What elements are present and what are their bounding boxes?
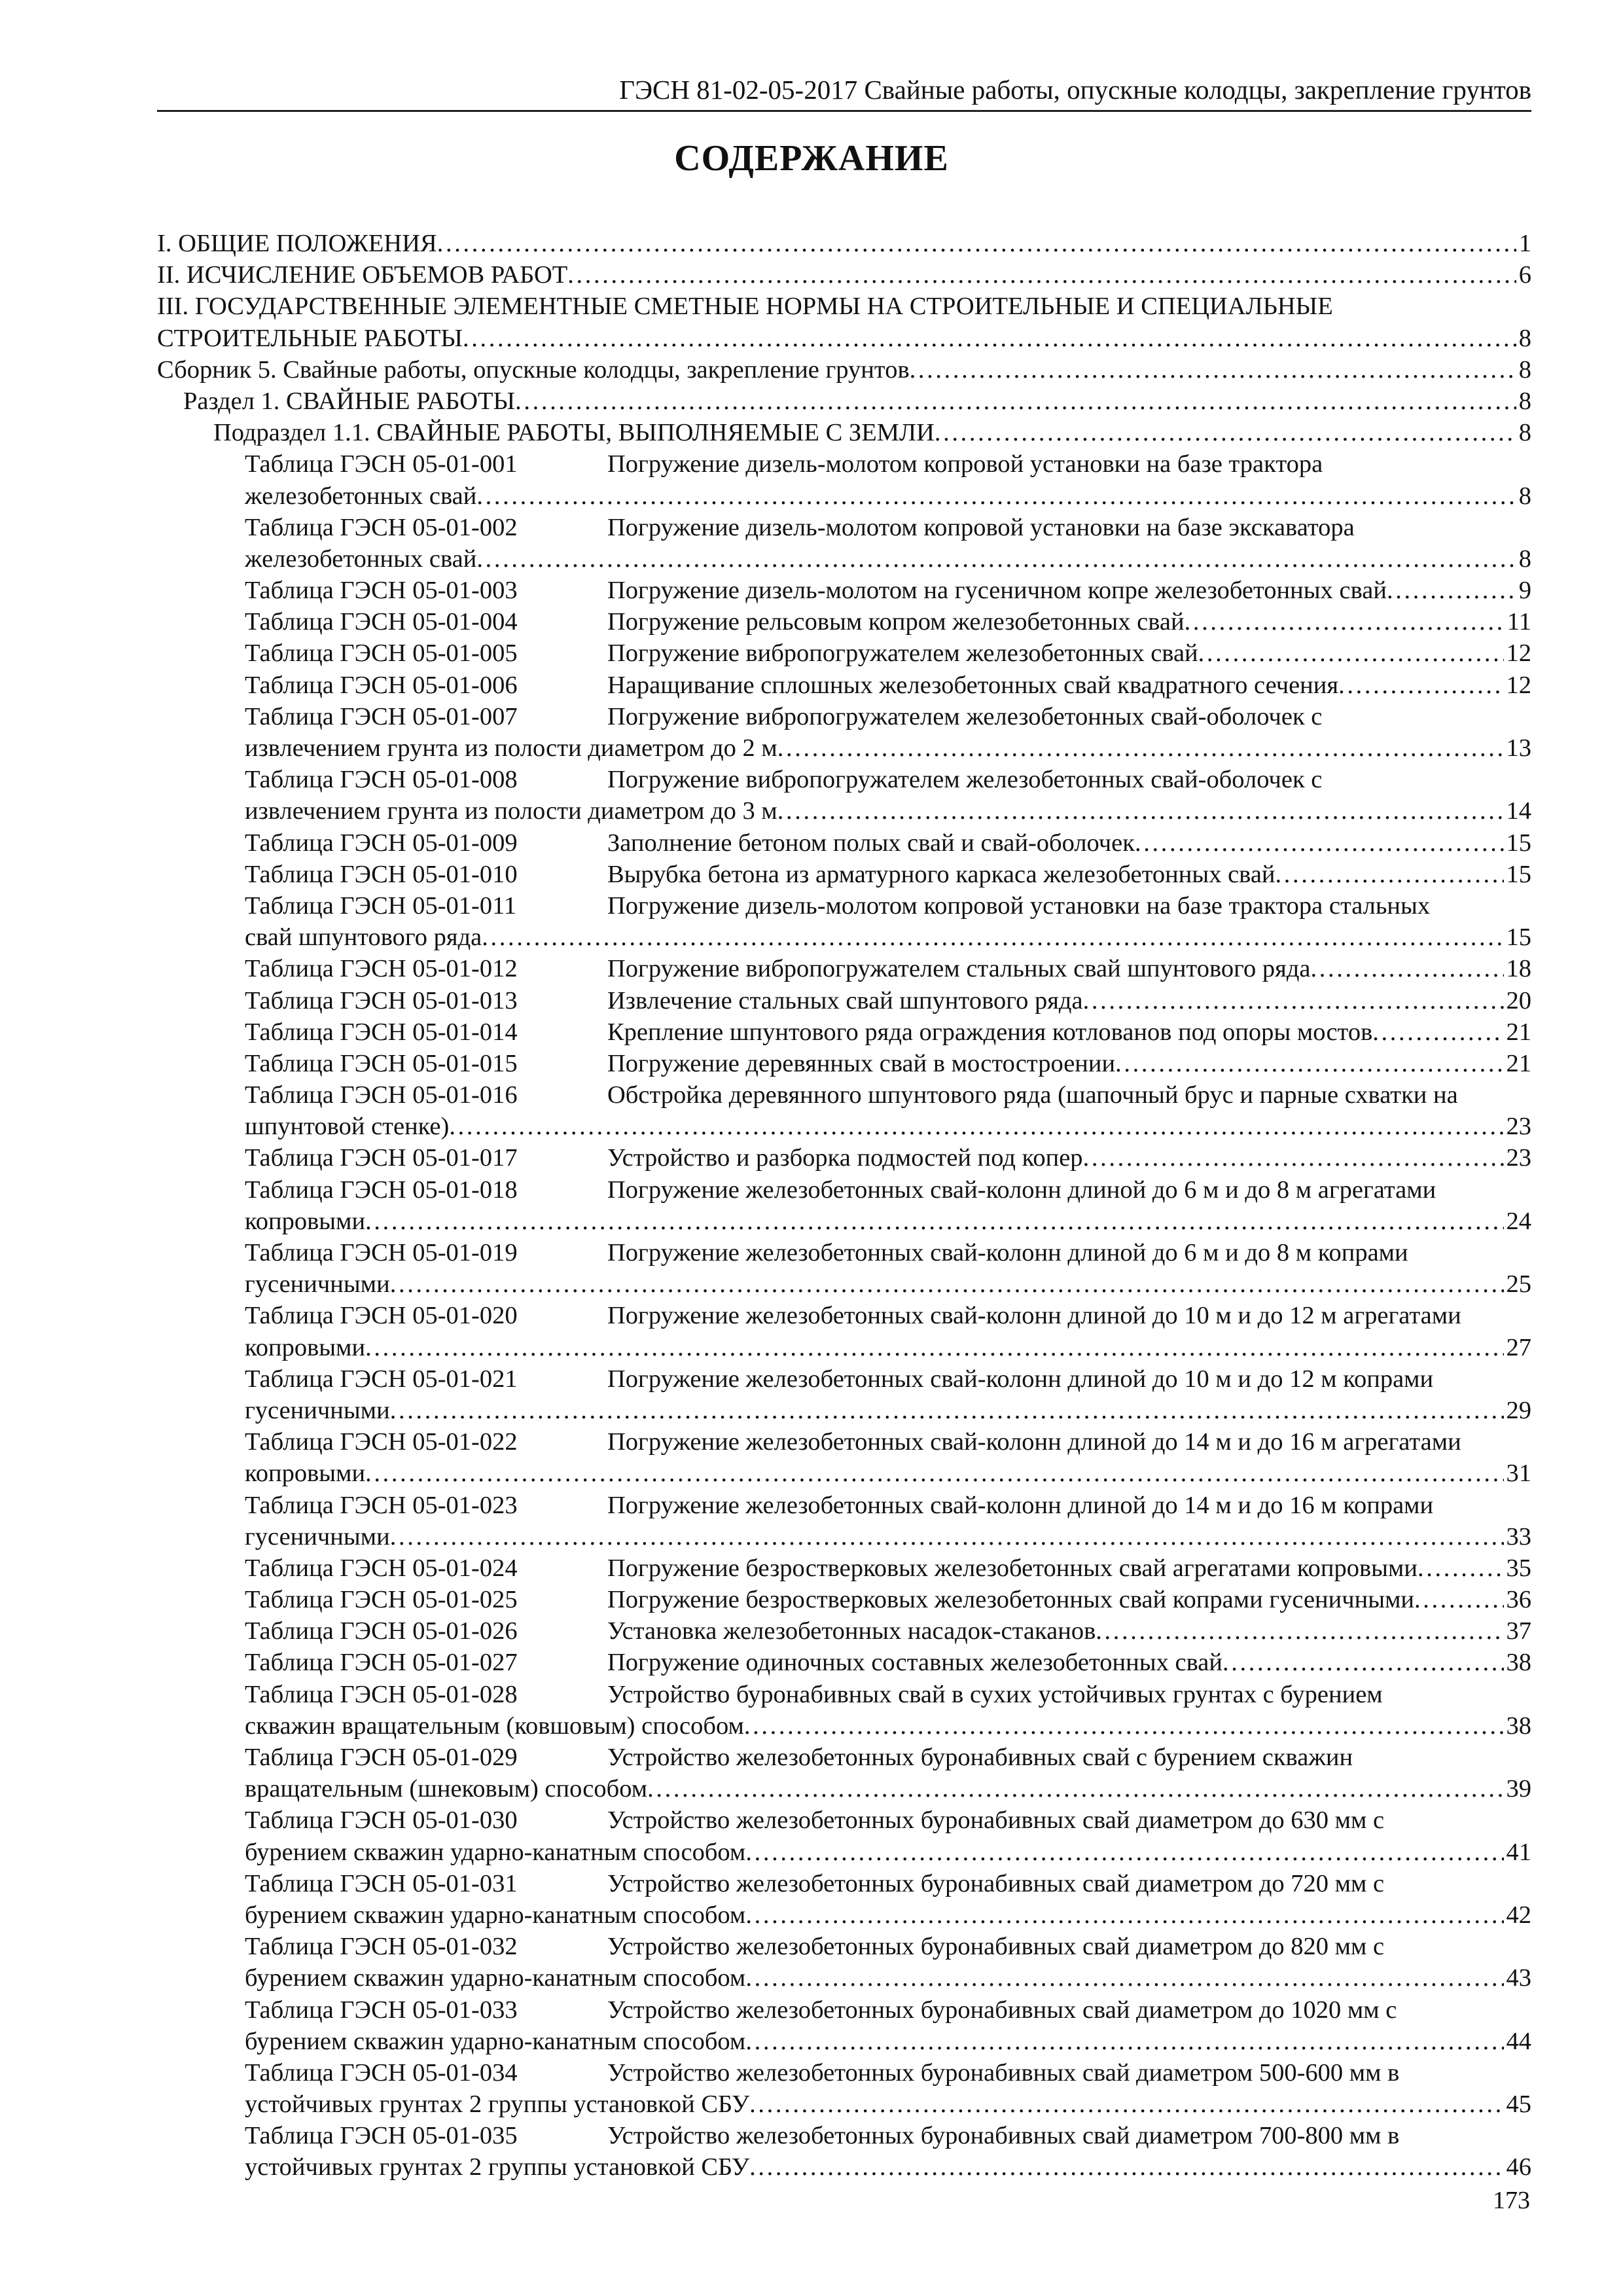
toc-page-number: 27 bbox=[1506, 1333, 1531, 1361]
toc-page-number: 13 bbox=[1506, 734, 1531, 762]
toc-table-code: Таблица ГЭСН 05-01-022 bbox=[245, 1428, 518, 1456]
toc-table-entry[interactable] bbox=[0, 1079, 1623, 1111]
toc-page-number: 14 bbox=[1506, 797, 1531, 825]
toc-entry-text: железобетонных свай bbox=[245, 545, 477, 573]
toc-table-entry[interactable] bbox=[0, 448, 1623, 480]
toc-table-code: Таблица ГЭСН 05-01-003 bbox=[245, 577, 518, 605]
toc-page-number: 42 bbox=[1506, 1901, 1531, 1929]
toc-page-number: 8 bbox=[1518, 545, 1531, 573]
toc-table-code: Таблица ГЭСН 05-01-024 bbox=[245, 1554, 518, 1582]
toc-page-number: 12 bbox=[1506, 639, 1531, 668]
toc-table-code: Таблица ГЭСН 05-01-017 bbox=[245, 1144, 518, 1172]
toc-entry-text: Обстройка деревянного шпунтового ряда (шапочный брус и парные схватки на bbox=[607, 1081, 1458, 1109]
dot-leader bbox=[1275, 859, 1504, 890]
dot-leader bbox=[745, 1899, 1503, 1931]
dot-leader bbox=[1414, 1584, 1503, 1615]
toc-table-entry[interactable] bbox=[0, 1174, 1623, 1206]
toc-table-entry[interactable] bbox=[0, 985, 1623, 1016]
toc-entry-text: Погружение вибропогружателем железобетонных свай-оболочек с bbox=[607, 702, 1323, 730]
toc-entry-text: бурением скважин ударно-канатным способом bbox=[245, 2027, 746, 2055]
toc-table-code: Таблица ГЭСН 05-01-018 bbox=[245, 1175, 518, 1204]
toc-table-code: Таблица ГЭСН 05-01-030 bbox=[245, 1806, 518, 1835]
toc-table-entry[interactable] bbox=[0, 637, 1623, 669]
toc-entry-text: Раздел 1. СВАЙНЫЕ РАБОТЫ bbox=[183, 387, 516, 415]
toc-table-code: Таблица ГЭСН 05-01-029 bbox=[245, 1744, 518, 1771]
toc-page-number: 9 bbox=[1518, 577, 1531, 605]
toc-table-code: Таблица ГЭСН 05-01-023 bbox=[245, 1491, 518, 1519]
toc-table-entry[interactable] bbox=[0, 1994, 1623, 2026]
dot-leader bbox=[745, 1962, 1503, 1994]
toc-entry-text: Погружение дизель-молотом на гусеничном копре железобетонных свай bbox=[607, 577, 1387, 605]
toc-entry-text: Погружение дизель-молотом копровой установки на базе трактора bbox=[607, 450, 1323, 478]
toc-entry-text: копровыми bbox=[245, 1460, 366, 1488]
toc-page-number: 1 bbox=[1518, 230, 1531, 257]
toc-table-code: Таблица ГЭСН 05-01-010 bbox=[245, 860, 518, 888]
toc-entry-text: Наращивание сплошных железобетонных свай квадратного сечения bbox=[607, 671, 1339, 699]
dot-leader bbox=[1083, 1142, 1504, 1174]
toc-entry-text: Извлечение стальных свай шпунтового ряда bbox=[607, 986, 1083, 1014]
toc-entry-text: СТРОИТЕЛЬНЫЕ РАБОТЫ bbox=[157, 324, 463, 352]
running-header: ГЭСН 81-02-05-2017 Свайные работы, опускные колодцы, закрепление грунтов bbox=[157, 73, 1531, 112]
dot-leader bbox=[749, 2089, 1503, 2120]
toc-entry-text: Заполнение бетоном полых свай и свай-оболочек bbox=[607, 829, 1135, 857]
toc-page-number: 6 bbox=[1518, 261, 1531, 289]
toc-table-entry[interactable] bbox=[0, 1552, 1623, 1584]
dot-leader bbox=[476, 480, 1516, 512]
toc-entry-text: бурением скважин ударно-канатным способом bbox=[245, 1901, 746, 1929]
toc-entry-text: Погружение вибропогружателем железобетонных свай bbox=[607, 639, 1198, 668]
dot-leader bbox=[745, 1837, 1503, 1868]
toc-table-code: Таблица ГЭСН 05-01-020 bbox=[245, 1302, 518, 1330]
toc-page-number: 46 bbox=[1506, 2153, 1531, 2181]
toc-entry-continuation[interactable] bbox=[0, 1332, 1623, 1363]
toc-entry-continuation[interactable] bbox=[0, 2151, 1623, 2183]
toc-entry-continuation[interactable] bbox=[0, 1395, 1623, 1426]
toc-entry-continuation[interactable] bbox=[0, 795, 1623, 827]
toc-page-number: 8 bbox=[1518, 419, 1531, 447]
dot-leader bbox=[1372, 1016, 1503, 1048]
toc-page-number: 39 bbox=[1506, 1775, 1531, 1803]
toc-entry-text: Погружение деревянных свай в мостостроении bbox=[607, 1049, 1116, 1077]
toc-entry-text: Устройство железобетонных буронабивных свай с бурением скважин bbox=[607, 1744, 1353, 1771]
toc-entry-text: копровыми bbox=[245, 1333, 366, 1361]
toc-entry-text: Устройство железобетонных буронабивных свай диаметром до 1020 мм с bbox=[607, 1996, 1397, 2024]
dot-leader bbox=[777, 732, 1504, 764]
toc-table-entry[interactable] bbox=[0, 1679, 1623, 1710]
toc-entry-text: II. ИСЧИСЛЕНИЕ ОБЪЕМОВ РАБОТ bbox=[157, 261, 568, 289]
dot-leader bbox=[647, 1773, 1503, 1804]
toc-table-entry[interactable] bbox=[0, 1048, 1623, 1079]
toc-table-entry[interactable] bbox=[0, 2057, 1623, 2089]
toc-table-code: Таблица ГЭСН 05-01-005 bbox=[245, 639, 518, 668]
toc-entry-text: устойчивых грунтах 2 группы установкой СБУ bbox=[245, 2090, 750, 2119]
dot-leader bbox=[390, 1268, 1504, 1300]
dot-leader bbox=[437, 228, 1516, 259]
toc-table-entry[interactable] bbox=[0, 1016, 1623, 1048]
toc-entry-continuation[interactable] bbox=[0, 1111, 1623, 1142]
toc-entry-text: I. ОБЩИЕ ПОЛОЖЕНИЯ bbox=[157, 230, 437, 257]
toc-entry-text: Погружение железобетонных свай-колонн длиной до 10 м и до 12 м агрегатами bbox=[607, 1302, 1461, 1330]
dot-leader bbox=[1083, 985, 1504, 1016]
toc-entry-text: Погружение одиночных составных железобетонных свай bbox=[607, 1649, 1222, 1677]
toc-entry-text: Погружение вибропогружателем стальных свай шпунтового ряда bbox=[607, 955, 1311, 983]
toc-table-entry[interactable] bbox=[0, 1584, 1623, 1615]
dot-leader bbox=[390, 1521, 1504, 1552]
toc-table-code: Таблица ГЭСН 05-01-031 bbox=[245, 1869, 518, 1897]
toc-entry-text: устойчивых грунтах 2 группы установкой СБУ bbox=[245, 2153, 750, 2181]
toc-entry[interactable] bbox=[0, 386, 1623, 417]
toc-table-entry[interactable] bbox=[0, 1363, 1623, 1395]
toc-entry-text: Погружение вибропогружателем железобетонных свай-оболочек с bbox=[607, 766, 1323, 794]
toc-entry-text: свай шпунтового ряда bbox=[245, 924, 482, 952]
toc-page-number: 25 bbox=[1506, 1270, 1531, 1299]
toc-entry-text: Устройство и разборка подмостей под копер bbox=[607, 1144, 1083, 1172]
toc-table-entry[interactable] bbox=[0, 1742, 1623, 1773]
toc-page-number: 21 bbox=[1506, 1018, 1531, 1046]
dot-leader bbox=[1185, 606, 1505, 637]
toc-table-entry[interactable] bbox=[0, 606, 1623, 637]
toc-table-entry[interactable] bbox=[0, 890, 1623, 922]
toc-page-number: 20 bbox=[1506, 986, 1531, 1014]
toc-page-number: 36 bbox=[1506, 1586, 1531, 1614]
toc-page-number: 44 bbox=[1506, 2027, 1531, 2055]
toc-entry-text: Сборник 5. Свайные работы, опускные колодцы, закрепление грунтов bbox=[157, 355, 910, 384]
toc-page-number: 8 bbox=[1518, 387, 1531, 415]
toc-entry-text: гусеничными bbox=[245, 1270, 390, 1299]
toc-entry-text: Устройство железобетонных буронабивных свай диаметром 700-800 мм в bbox=[607, 2122, 1400, 2150]
toc-table-code: Таблица ГЭСН 05-01-013 bbox=[245, 986, 518, 1014]
toc-entry-continuation[interactable] bbox=[0, 1268, 1623, 1300]
toc-entry[interactable] bbox=[0, 354, 1623, 386]
toc-entry-continuation[interactable] bbox=[0, 480, 1623, 512]
dot-leader bbox=[476, 543, 1516, 575]
dot-leader bbox=[935, 417, 1516, 448]
dot-leader bbox=[1198, 637, 1504, 669]
toc-page-number: 33 bbox=[1506, 1522, 1531, 1551]
toc-table-code: Таблица ГЭСН 05-01-006 bbox=[245, 671, 518, 699]
toc-entry-text: Погружение безростверковых железобетонных свай агрегатами копровыми bbox=[607, 1554, 1418, 1582]
toc-table-code: Таблица ГЭСН 05-01-015 bbox=[245, 1049, 518, 1077]
toc-table-entry[interactable] bbox=[0, 764, 1623, 795]
dot-leader bbox=[1418, 1552, 1504, 1584]
toc-table-code: Таблица ГЭСН 05-01-012 bbox=[245, 955, 518, 983]
toc-table-code: Таблица ГЭСН 05-01-033 bbox=[245, 1996, 518, 2024]
dot-leader bbox=[1338, 670, 1503, 701]
toc-entry[interactable] bbox=[0, 259, 1623, 291]
toc-table-entry[interactable] bbox=[0, 1300, 1623, 1331]
toc-entry-continuation[interactable] bbox=[0, 922, 1623, 953]
toc-table-entry[interactable] bbox=[0, 1804, 1623, 1836]
toc-entry-continuation[interactable] bbox=[0, 1710, 1623, 1742]
toc-page-number: 29 bbox=[1506, 1396, 1531, 1424]
toc-entry[interactable] bbox=[0, 228, 1623, 259]
toc-table-entry[interactable] bbox=[0, 859, 1623, 890]
toc-table-entry[interactable] bbox=[0, 1868, 1623, 1899]
toc-page-number: 38 bbox=[1506, 1712, 1531, 1740]
toc-table-code: Таблица ГЭСН 05-01-027 bbox=[245, 1649, 518, 1677]
toc-entry-text: Погружение рельсовым копром железобетонных свай bbox=[607, 608, 1185, 636]
dot-leader bbox=[365, 1332, 1503, 1363]
toc-entry-text: Устройство железобетонных буронабивных свай диаметром 500-600 мм в bbox=[607, 2058, 1400, 2087]
toc-entry-text: Вырубка бетона из арматурного каркаса железобетонных свай bbox=[607, 860, 1275, 888]
toc-table-code: Таблица ГЭСН 05-01-008 bbox=[245, 766, 518, 794]
toc-entry[interactable] bbox=[0, 291, 1623, 322]
dot-leader bbox=[1387, 575, 1516, 606]
toc-table-code: Таблица ГЭСН 05-01-011 bbox=[245, 891, 517, 920]
toc-entry-text: железобетонных свай bbox=[245, 482, 477, 510]
toc-entry-text: шпунтовой стенке) bbox=[245, 1113, 450, 1141]
toc-table-code: Таблица ГЭСН 05-01-009 bbox=[245, 829, 518, 857]
dot-leader bbox=[745, 2026, 1503, 2057]
toc-table-entry[interactable] bbox=[0, 1615, 1623, 1647]
toc-entry-text: Устройство железобетонных буронабивных свай диаметром до 630 мм с bbox=[607, 1806, 1385, 1835]
toc-entry-text: Подраздел 1.1. СВАЙНЫЕ РАБОТЫ, ВЫПОЛНЯЕМЫЕ С ЗЕМЛИ bbox=[213, 419, 935, 447]
toc-page-number: 24 bbox=[1506, 1207, 1531, 1235]
toc-table-entry[interactable] bbox=[0, 1490, 1623, 1521]
toc-table-code: Таблица ГЭСН 05-01-032 bbox=[245, 1933, 518, 1961]
toc-entry-text: Погружение железобетонных свай-колонн длиной до 6 м и до 8 м агрегатами bbox=[607, 1175, 1436, 1204]
toc-entry-text: Погружение железобетонных свай-колонн длиной до 10 м и до 12 м копрами bbox=[607, 1365, 1434, 1393]
toc-table-entry[interactable] bbox=[0, 670, 1623, 701]
toc-entry-text: Устройство железобетонных буронабивных свай диаметром до 720 мм с bbox=[607, 1869, 1385, 1897]
toc-table-code: Таблица ГЭСН 05-01-002 bbox=[245, 513, 518, 541]
page-title: СОДЕРЖАНИЕ bbox=[674, 138, 949, 179]
toc-page-number: 23 bbox=[1506, 1144, 1531, 1172]
toc-table-entry[interactable] bbox=[0, 1931, 1623, 1962]
toc-page-number: 12 bbox=[1506, 671, 1531, 699]
toc-page-number: 23 bbox=[1506, 1113, 1531, 1141]
toc-page-number: 8 bbox=[1518, 324, 1531, 352]
toc-entry-continuation[interactable] bbox=[0, 2026, 1623, 2057]
dot-leader bbox=[1311, 953, 1504, 984]
toc-entry-text: копровыми bbox=[245, 1207, 366, 1235]
toc-entry-continuation[interactable] bbox=[0, 732, 1623, 764]
toc-table-code: Таблица ГЭСН 05-01-021 bbox=[245, 1365, 518, 1393]
toc-table-code: Таблица ГЭСН 05-01-016 bbox=[245, 1081, 518, 1109]
toc-entry-text: Устройство буронабивных свай в сухих устойчивых грунтах с бурением bbox=[607, 1680, 1383, 1708]
toc-entry-continuation[interactable] bbox=[0, 1773, 1623, 1804]
toc-entry-text: Погружение дизель-молотом копровой установки на базе трактора стальных bbox=[607, 891, 1431, 920]
table-of-contents bbox=[0, 228, 1623, 2183]
toc-page-number: 35 bbox=[1506, 1554, 1531, 1582]
toc-entry-text: Погружение безростверковых железобетонных свай копрами гусеничными bbox=[607, 1586, 1415, 1614]
toc-page-number: 45 bbox=[1506, 2090, 1531, 2119]
toc-entry-text: Устройство железобетонных буронабивных свай диаметром до 820 мм с bbox=[607, 1933, 1385, 1961]
toc-entry-text: скважин вращательным (ковшовым) способом bbox=[245, 1712, 744, 1740]
toc-table-entry[interactable] bbox=[0, 701, 1623, 732]
toc-table-code: Таблица ГЭСН 05-01-007 bbox=[245, 702, 518, 730]
dot-leader bbox=[749, 2151, 1503, 2183]
toc-entry-continuation[interactable] bbox=[0, 1206, 1623, 1237]
dot-leader bbox=[1115, 1048, 1503, 1079]
toc-page-number: 15 bbox=[1506, 829, 1531, 857]
toc-entry-text: бурением скважин ударно-канатным способом bbox=[245, 1838, 746, 1866]
toc-table-code: Таблица ГЭСН 05-01-026 bbox=[245, 1617, 518, 1645]
toc-page-number: 41 bbox=[1506, 1838, 1531, 1866]
dot-leader bbox=[463, 323, 1516, 354]
toc-page-number: 43 bbox=[1506, 1964, 1531, 1992]
toc-page-number: 8 bbox=[1518, 355, 1531, 384]
toc-table-entry[interactable] bbox=[0, 512, 1623, 543]
dot-leader bbox=[482, 922, 1503, 953]
dot-leader bbox=[390, 1395, 1504, 1426]
toc-page-number: 15 bbox=[1506, 924, 1531, 952]
toc-table-entry[interactable] bbox=[0, 827, 1623, 859]
toc-entry-continuation[interactable] bbox=[0, 2089, 1623, 2120]
toc-page-number: 37 bbox=[1506, 1617, 1531, 1645]
dot-leader bbox=[365, 1458, 1503, 1489]
toc-table-entry[interactable] bbox=[0, 575, 1623, 606]
toc-entry-text: III. ГОСУДАРСТВЕННЫЕ ЭЛЕМЕНТНЫЕ СМЕТНЫЕ НОРМЫ НА СТРОИТЕЛЬНЫЕ И СПЕЦИАЛЬНЫЕ bbox=[157, 293, 1333, 321]
toc-page-number: 15 bbox=[1506, 860, 1531, 888]
toc-entry[interactable] bbox=[0, 417, 1623, 448]
dot-leader bbox=[1222, 1647, 1504, 1678]
dot-leader bbox=[365, 1206, 1503, 1237]
toc-entry-text: гусеничными bbox=[245, 1396, 390, 1424]
toc-page-number: 8 bbox=[1518, 482, 1531, 510]
toc-entry-continuation[interactable] bbox=[0, 1837, 1623, 1868]
toc-table-entry[interactable] bbox=[0, 1142, 1623, 1174]
dot-leader bbox=[567, 259, 1516, 291]
toc-entry-continuation[interactable] bbox=[0, 1458, 1623, 1489]
toc-entry-text: гусеничными bbox=[245, 1522, 390, 1551]
toc-table-entry[interactable] bbox=[0, 1647, 1623, 1678]
toc-entry-text: Погружение железобетонных свай-колонн длиной до 14 м и до 16 м агрегатами bbox=[607, 1428, 1461, 1456]
dot-leader bbox=[1135, 827, 1504, 859]
toc-entry-continuation[interactable] bbox=[0, 1962, 1623, 1994]
dot-leader bbox=[744, 1710, 1504, 1742]
toc-entry-text: Крепление шпунтового ряда ограждения котлованов под опоры мостов bbox=[607, 1018, 1373, 1046]
toc-table-code: Таблица ГЭСН 05-01-034 bbox=[245, 2058, 518, 2087]
dot-leader bbox=[449, 1111, 1503, 1142]
toc-entry-continuation[interactable] bbox=[0, 543, 1623, 575]
toc-table-code: Таблица ГЭСН 05-01-028 bbox=[245, 1680, 518, 1708]
toc-page-number: 21 bbox=[1506, 1049, 1531, 1077]
toc-entry-text: бурением скважин ударно-канатным способом bbox=[245, 1964, 746, 1992]
toc-entry-continuation[interactable] bbox=[0, 323, 1623, 354]
toc-entry-continuation[interactable] bbox=[0, 1899, 1623, 1931]
toc-entry-text: Погружение железобетонных свай-колонн длиной до 6 м и до 8 м копрами bbox=[607, 1239, 1408, 1266]
toc-table-code: Таблица ГЭСН 05-01-019 bbox=[245, 1239, 518, 1266]
dot-leader bbox=[1096, 1615, 1503, 1647]
toc-entry-text: извлечением грунта из полости диаметром до 3 м bbox=[245, 797, 777, 825]
toc-table-entry[interactable] bbox=[0, 1426, 1623, 1458]
toc-table-code: Таблица ГЭСН 05-01-035 bbox=[245, 2122, 518, 2150]
toc-table-code: Таблица ГЭСН 05-01-001 bbox=[245, 450, 518, 478]
toc-page-number: 31 bbox=[1506, 1460, 1531, 1488]
dot-leader bbox=[777, 795, 1504, 827]
toc-page-number: 11 bbox=[1507, 608, 1531, 636]
toc-entry-continuation[interactable] bbox=[0, 1521, 1623, 1552]
toc-table-code: Таблица ГЭСН 05-01-004 bbox=[245, 608, 518, 636]
toc-table-code: Таблица ГЭСН 05-01-025 bbox=[245, 1586, 518, 1614]
dot-leader bbox=[910, 354, 1516, 386]
toc-table-entry[interactable] bbox=[0, 953, 1623, 984]
dot-leader bbox=[515, 386, 1516, 417]
toc-entry-text: Погружение дизель-молотом копровой установки на базе экскаватора bbox=[607, 513, 1355, 541]
toc-entry-text: вращательным (шнековым) способом bbox=[245, 1775, 648, 1803]
toc-page-number: 18 bbox=[1506, 955, 1531, 983]
toc-table-entry[interactable] bbox=[0, 2120, 1623, 2151]
toc-entry-text: Погружение железобетонных свай-колонн длиной до 14 м и до 16 м копрами bbox=[607, 1491, 1434, 1519]
toc-table-code: Таблица ГЭСН 05-01-014 bbox=[245, 1018, 518, 1046]
page-number: 173 bbox=[1493, 2187, 1530, 2214]
toc-table-entry[interactable] bbox=[0, 1237, 1623, 1268]
toc-page-number: 38 bbox=[1506, 1649, 1531, 1677]
toc-entry-text: Установка железобетонных насадок-стаканов bbox=[607, 1617, 1096, 1645]
toc-entry-text: извлечением грунта из полости диаметром до 2 м bbox=[245, 734, 777, 762]
